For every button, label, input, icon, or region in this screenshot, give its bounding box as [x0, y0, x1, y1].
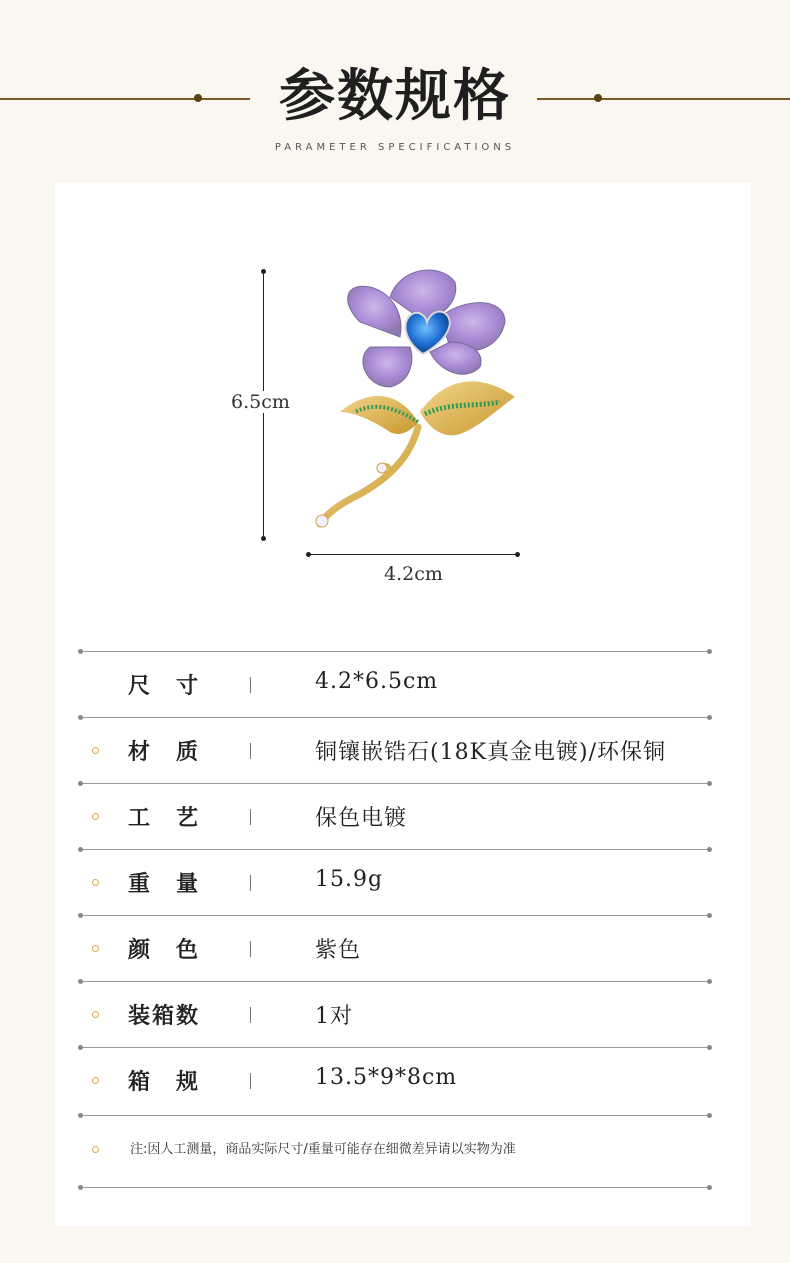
page-subtitle: PARAMETER SPECIFICATIONS	[274, 142, 516, 153]
page-title: 参数规格	[279, 63, 511, 129]
bullet-icon	[92, 747, 99, 754]
height-dimension-label: 6.5cm	[231, 391, 290, 413]
width-dimension-right-dot	[515, 552, 520, 557]
spec-separator	[250, 875, 251, 891]
spec-value: 15.9g	[315, 867, 384, 892]
spec-separator	[250, 677, 251, 693]
table-divider	[80, 1115, 710, 1116]
width-dimension-label: 4.2cm	[384, 563, 443, 585]
height-dimension-top-dot	[261, 269, 266, 274]
spec-label: 箱 规	[128, 1069, 201, 1095]
spec-separator	[250, 941, 251, 957]
spec-separator	[250, 1007, 251, 1023]
spec-value: 13.5*9*8cm	[315, 1065, 458, 1090]
spec-label: 装箱数	[128, 1003, 201, 1029]
width-dimension-line	[308, 554, 518, 555]
spec-value: 1对	[315, 1004, 353, 1029]
spec-value: 4.2*6.5cm	[315, 669, 439, 694]
spec-row-craft	[80, 784, 710, 850]
bullet-icon	[92, 945, 99, 952]
height-dimension-bottom-dot	[261, 536, 266, 541]
spec-row-weight	[80, 850, 710, 916]
spec-row-material	[80, 718, 710, 784]
spec-row-color	[80, 916, 710, 982]
spec-separator	[250, 743, 251, 759]
spec-row-box-size	[80, 1048, 710, 1114]
measurement-note: 注:因人工测量，商品实际尺寸/重量可能存在细微差异请以实物为准	[130, 1142, 516, 1157]
table-divider	[80, 1187, 710, 1188]
spec-separator	[250, 1073, 251, 1089]
bullet-icon	[92, 1077, 99, 1084]
spec-row-packing-qty	[80, 982, 710, 1048]
spec-row-size	[80, 652, 710, 718]
flower-brooch-image	[300, 262, 530, 537]
spec-value: 铜镶嵌锆石(18K真金电镀)/环保铜	[315, 740, 667, 765]
spec-separator	[250, 809, 251, 825]
spec-label: 工 艺	[128, 805, 201, 831]
spec-label: 重 量	[128, 871, 201, 897]
note-bullet-icon	[92, 1146, 99, 1153]
spec-value: 紫色	[315, 938, 362, 963]
spec-label: 颜 色	[128, 937, 201, 963]
width-dimension-left-dot	[306, 552, 311, 557]
spec-label: 尺 寸	[128, 673, 201, 699]
bullet-icon	[92, 1011, 99, 1018]
spec-value: 保色电镀	[315, 806, 408, 831]
spec-label: 材 质	[128, 739, 201, 765]
bullet-icon	[92, 813, 99, 820]
bullet-icon	[92, 879, 99, 886]
